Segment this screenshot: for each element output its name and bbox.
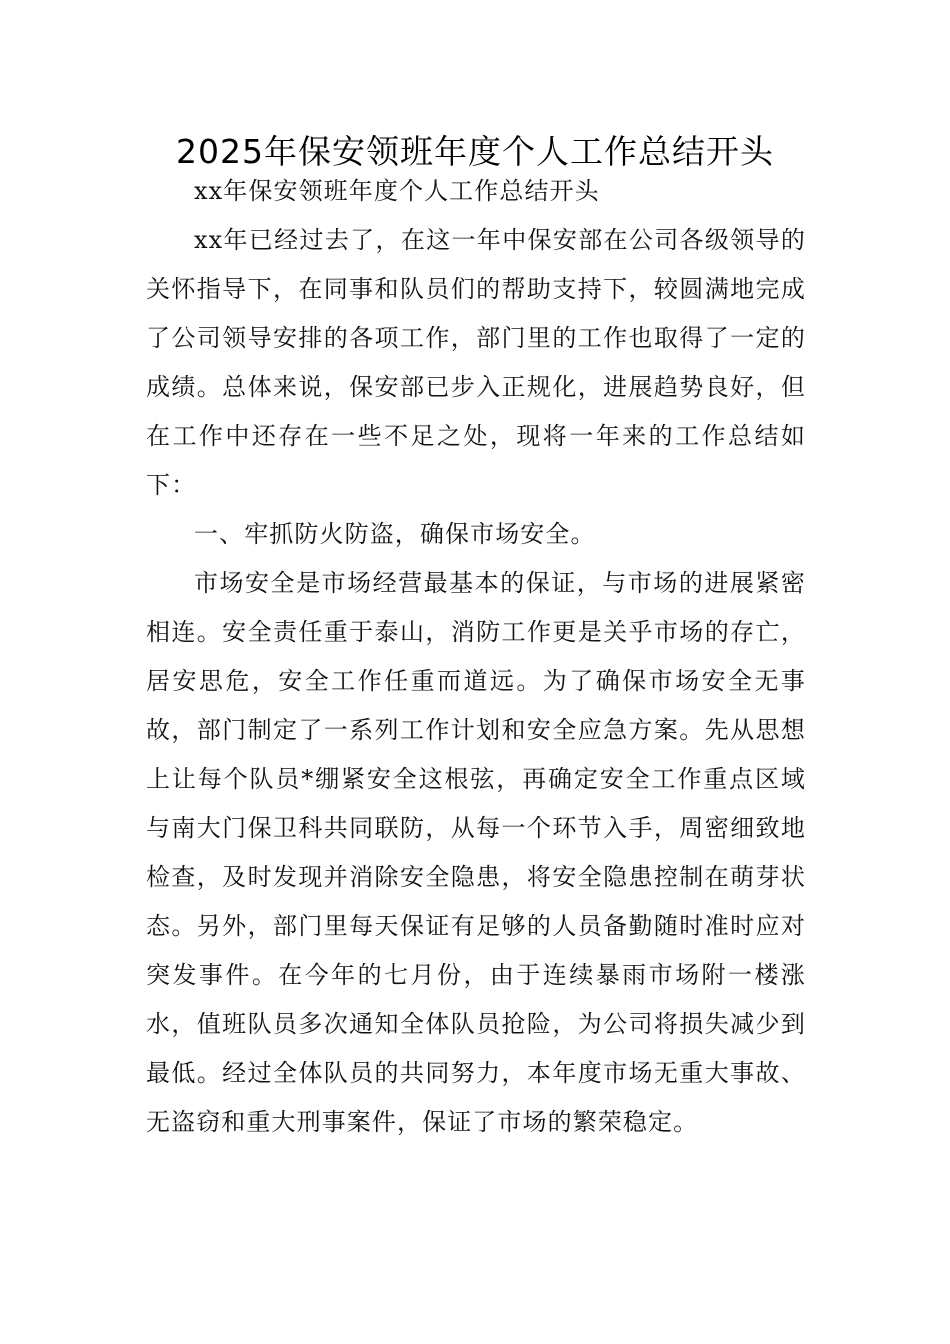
section-paragraph: 市场安全是市场经营最基本的保证，与市场的进展紧密相连。安全责任重于泰山，消防工作更是关乎市场的存亡，居安思危，安全工作任重而道远。为了确保市场安全无事故，部门制定了一系列工作计划和安全应急方案。先从思想上让每个队员*绷紧安全这根弦，再确定安全工作重点区域与南大门保卫科共同联防，从每一个环节入手，周密细致地检查，及时发现并消除安全隐患，将安全隐患控制在萌芽状态。另外，部门里每天保证有足够的人员备勤随时准时应对突发事件。在今年的七月份，由于连续暴雨市场附一楼涨水，值班队员多次通知全体队员抢险，为公司将损失减少到最低。经过全体队员的共同努力，本年度市场无重大事故、无盗窃和重大刑事案件，保证了市场的繁荣稳定。 xyxy=(146,569,806,1136)
document-body xyxy=(146,167,806,1147)
subtitle-paragraph: xx年保安领班年度个人工作总结开头 xyxy=(194,177,600,205)
document-title: 2025年保安领班年度个人工作总结开头 xyxy=(176,132,774,171)
section-heading: 一、牢抓防火防盗，确保市场安全。 xyxy=(194,520,596,548)
intro-paragraph: xx年已经过去了，在这一年中保安部在公司各级领导的关怀指导下，在同事和队员们的帮助支持下，较圆满地完成了公司领导安排的各项工作，部门里的工作也取得了一定的成绩。总体来说，保安部已步入正规化，进展趋势良好，但在工作中还存在一些不足之处，现将一年来的工作总结如下： xyxy=(146,226,806,499)
